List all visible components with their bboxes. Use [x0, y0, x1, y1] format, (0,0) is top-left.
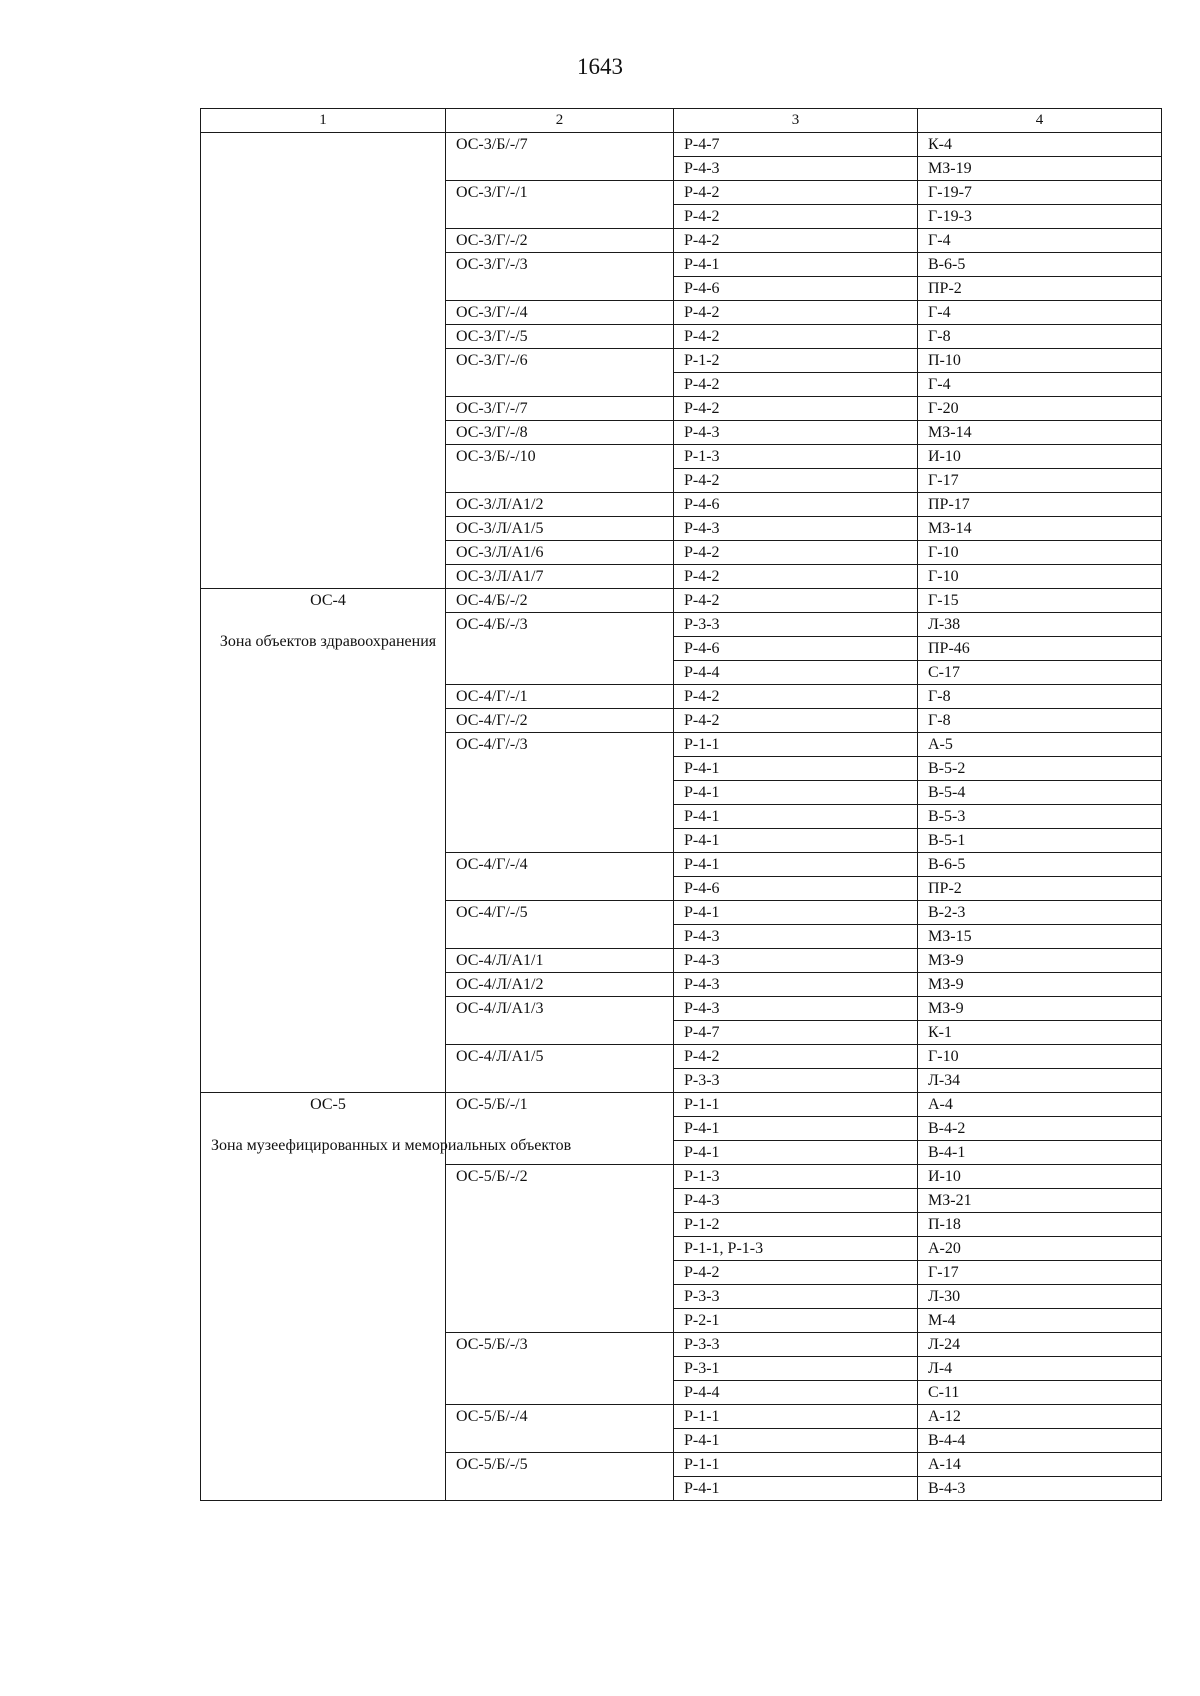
regulation-cell: Р-4-2	[674, 589, 918, 613]
zone-cell	[201, 133, 446, 589]
index-cell: В-4-2	[918, 1117, 1162, 1141]
index-cell: МЗ-14	[918, 421, 1162, 445]
page-number: 1643	[577, 54, 623, 79]
regulation-cell: Р-1-1	[674, 1405, 918, 1429]
index-cell: И-10	[918, 445, 1162, 469]
table-row	[201, 589, 1162, 613]
regulation-cell: Р-4-1	[674, 1429, 918, 1453]
index-cell: Г-10	[918, 541, 1162, 565]
regulation-cell: Р-4-1	[674, 1117, 918, 1141]
index-cell: МЗ-9	[918, 949, 1162, 973]
regulation-cell: Р-4-2	[674, 397, 918, 421]
zone-cell	[201, 589, 446, 1093]
regulation-cell: Р-1-2	[674, 1213, 918, 1237]
index-cell: Л-30	[918, 1285, 1162, 1309]
regulation-cell: Р-4-1	[674, 757, 918, 781]
regulation-cell: Р-1-3	[674, 1165, 918, 1189]
object-code-cell: ОС-3/Г/-/2	[446, 229, 674, 253]
regulation-cell: Р-4-7	[674, 1021, 918, 1045]
index-cell: К-4	[918, 133, 1162, 157]
table-row	[201, 1093, 1162, 1117]
regulation-cell: Р-4-1	[674, 829, 918, 853]
index-cell: П-18	[918, 1213, 1162, 1237]
regulation-cell: Р-4-1	[674, 853, 918, 877]
index-cell: МЗ-9	[918, 973, 1162, 997]
object-code-cell: ОС-5/Б/-/5	[446, 1453, 674, 1501]
regulation-cell: Р-1-3	[674, 445, 918, 469]
index-cell: Г-19-7	[918, 181, 1162, 205]
object-code-cell: ОС-4/Л/А1/3	[446, 997, 674, 1045]
index-cell: Г-8	[918, 709, 1162, 733]
index-cell: А-20	[918, 1237, 1162, 1261]
regulation-cell: Р-4-3	[674, 421, 918, 445]
object-code-cell: ОС-3/Г/-/1	[446, 181, 674, 229]
index-cell: В-5-3	[918, 805, 1162, 829]
index-cell: Г-10	[918, 1045, 1162, 1069]
regulation-cell: Р-4-3	[674, 517, 918, 541]
regulation-cell: Р-4-6	[674, 493, 918, 517]
index-cell: А-12	[918, 1405, 1162, 1429]
regulation-cell: Р-4-3	[674, 1189, 918, 1213]
object-code-cell: ОС-3/Л/А1/6	[446, 541, 674, 565]
regulation-cell: Р-1-1	[674, 1093, 918, 1117]
regulation-cell: Р-4-2	[674, 301, 918, 325]
index-cell: А-4	[918, 1093, 1162, 1117]
index-cell: Л-34	[918, 1069, 1162, 1093]
regulation-cell: Р-4-3	[674, 157, 918, 181]
table-header-row	[201, 109, 1162, 133]
index-cell: И-10	[918, 1165, 1162, 1189]
regulation-cell: Р-4-3	[674, 973, 918, 997]
index-cell: В-4-4	[918, 1429, 1162, 1453]
object-code-cell: ОС-3/Г/-/5	[446, 325, 674, 349]
object-code-cell: ОС-4/Г/-/2	[446, 709, 674, 733]
regulation-cell: Р-4-2	[674, 373, 918, 397]
index-cell: Г-15	[918, 589, 1162, 613]
index-cell: Г-17	[918, 1261, 1162, 1285]
index-cell: МЗ-21	[918, 1189, 1162, 1213]
zone-name: Зона музеефицированных и мемориальных объектов	[211, 1137, 572, 1154]
index-cell: ПР-46	[918, 637, 1162, 661]
object-code-cell: ОС-3/Г/-/6	[446, 349, 674, 397]
regulation-cell: Р-3-3	[674, 613, 918, 637]
regulation-cell: Р-1-1	[674, 1453, 918, 1477]
object-code-cell: ОС-3/Г/-/8	[446, 421, 674, 445]
zones-table	[200, 108, 1162, 1501]
regulation-cell: Р-4-2	[674, 229, 918, 253]
column-header: 4	[918, 109, 1162, 133]
index-cell: С-11	[918, 1381, 1162, 1405]
index-cell: Г-4	[918, 373, 1162, 397]
regulation-cell: Р-4-2	[674, 1045, 918, 1069]
regulation-cell: Р-4-6	[674, 637, 918, 661]
index-cell: ПР-2	[918, 877, 1162, 901]
regulation-cell: Р-4-2	[674, 709, 918, 733]
object-code-cell: ОС-3/Л/А1/5	[446, 517, 674, 541]
index-cell: П-10	[918, 349, 1162, 373]
index-cell: Л-38	[918, 613, 1162, 637]
index-cell: Г-8	[918, 325, 1162, 349]
regulation-cell: Р-3-3	[674, 1333, 918, 1357]
object-code-cell: ОС-4/Г/-/4	[446, 853, 674, 901]
column-header: 2	[446, 109, 674, 133]
regulation-cell: Р-4-7	[674, 133, 918, 157]
object-code-cell: ОС-3/Л/А1/2	[446, 493, 674, 517]
object-code-cell: ОС-4/Л/А1/1	[446, 949, 674, 973]
regulation-cell: Р-3-3	[674, 1069, 918, 1093]
index-cell: МЗ-15	[918, 925, 1162, 949]
regulation-cell: Р-4-2	[674, 205, 918, 229]
object-code-cell: ОС-4/Г/-/5	[446, 901, 674, 949]
regulation-cell: Р-4-3	[674, 949, 918, 973]
object-code-cell: ОС-3/Б/-/10	[446, 445, 674, 493]
regulation-cell: Р-4-3	[674, 997, 918, 1021]
regulation-cell: Р-3-1	[674, 1357, 918, 1381]
regulation-cell: Р-4-2	[674, 325, 918, 349]
index-cell: Г-4	[918, 229, 1162, 253]
index-cell: Г-19-3	[918, 205, 1162, 229]
index-cell: В-4-3	[918, 1477, 1162, 1501]
object-code-cell: ОС-5/Б/-/4	[446, 1405, 674, 1453]
regulation-cell: Р-4-2	[674, 685, 918, 709]
object-code-cell: ОС-5/Б/-/1	[446, 1093, 674, 1165]
object-code-cell: ОС-4/Л/А1/5	[446, 1045, 674, 1093]
regulation-cell: Р-4-2	[674, 565, 918, 589]
index-cell: С-17	[918, 661, 1162, 685]
index-cell: М-4	[918, 1309, 1162, 1333]
object-code-cell: ОС-3/Л/А1/7	[446, 565, 674, 589]
regulation-cell: Р-4-1	[674, 1141, 918, 1165]
index-cell: МЗ-9	[918, 997, 1162, 1021]
table-body	[201, 133, 1162, 1501]
table-row	[201, 133, 1162, 157]
zone-name: Зона объектов здравоохранения	[219, 633, 437, 650]
index-cell: К-1	[918, 1021, 1162, 1045]
regulation-cell: Р-4-4	[674, 1381, 918, 1405]
index-cell: В-5-4	[918, 781, 1162, 805]
regulation-cell: Р-4-1	[674, 901, 918, 925]
object-code-cell: ОС-4/Г/-/3	[446, 733, 674, 853]
object-code-cell: ОС-5/Б/-/2	[446, 1165, 674, 1333]
column-header: 3	[674, 109, 918, 133]
regulation-cell: Р-4-1	[674, 1477, 918, 1501]
object-code-cell: ОС-5/Б/-/3	[446, 1333, 674, 1405]
object-code-cell: ОС-3/Г/-/7	[446, 397, 674, 421]
index-cell: В-5-1	[918, 829, 1162, 853]
regulation-cell: Р-4-6	[674, 277, 918, 301]
index-cell: МЗ-14	[918, 517, 1162, 541]
regulation-cell: Р-4-4	[674, 661, 918, 685]
regulation-cell: Р-1-1, Р-1-3	[674, 1237, 918, 1261]
index-cell: В-2-3	[918, 901, 1162, 925]
index-cell: А-5	[918, 733, 1162, 757]
object-code-cell: ОС-3/Г/-/4	[446, 301, 674, 325]
regulation-cell: Р-4-2	[674, 541, 918, 565]
zone-code: ОС-4	[310, 592, 346, 609]
index-cell: А-14	[918, 1453, 1162, 1477]
zone-code: ОС-5	[310, 1096, 346, 1113]
index-cell: В-6-5	[918, 853, 1162, 877]
index-cell: Л-4	[918, 1357, 1162, 1381]
index-cell: Г-8	[918, 685, 1162, 709]
object-code-cell: ОС-4/Г/-/1	[446, 685, 674, 709]
index-cell: ПР-17	[918, 493, 1162, 517]
regulation-cell: Р-1-2	[674, 349, 918, 373]
object-code-cell: ОС-3/Г/-/3	[446, 253, 674, 301]
object-code-cell: ОС-4/Б/-/2	[446, 589, 674, 613]
regulation-cell: Р-4-1	[674, 253, 918, 277]
index-cell: В-6-5	[918, 253, 1162, 277]
regulation-cell: Р-4-6	[674, 877, 918, 901]
index-cell: В-5-2	[918, 757, 1162, 781]
index-cell: Г-4	[918, 301, 1162, 325]
index-cell: Г-20	[918, 397, 1162, 421]
regulation-cell: Р-4-1	[674, 805, 918, 829]
regulation-cell: Р-4-3	[674, 925, 918, 949]
regulation-cell: Р-4-2	[674, 181, 918, 205]
index-cell: В-4-1	[918, 1141, 1162, 1165]
object-code-cell: ОС-3/Б/-/7	[446, 133, 674, 181]
column-header: 1	[201, 109, 446, 133]
regulation-cell: Р-4-1	[674, 781, 918, 805]
regulation-cell: Р-4-2	[674, 469, 918, 493]
index-cell: МЗ-19	[918, 157, 1162, 181]
regulation-cell: Р-3-3	[674, 1285, 918, 1309]
index-cell: ПР-2	[918, 277, 1162, 301]
index-cell: Г-17	[918, 469, 1162, 493]
index-cell: Г-10	[918, 565, 1162, 589]
index-cell: Л-24	[918, 1333, 1162, 1357]
object-code-cell: ОС-4/Б/-/3	[446, 613, 674, 685]
object-code-cell: ОС-4/Л/А1/2	[446, 973, 674, 997]
regulation-cell: Р-1-1	[674, 733, 918, 757]
regulation-cell: Р-2-1	[674, 1309, 918, 1333]
regulation-cell: Р-4-2	[674, 1261, 918, 1285]
